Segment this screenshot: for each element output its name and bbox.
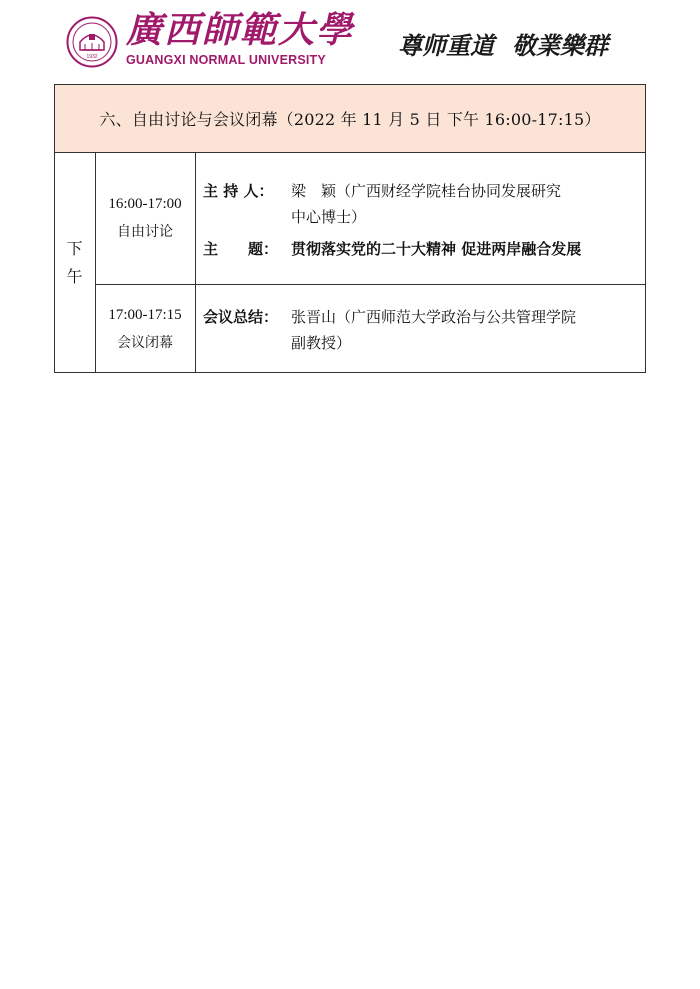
session-time-cell (95, 152, 195, 284)
session-time: 16:00-17:00 (108, 196, 182, 212)
period-char: 午 (66, 266, 83, 286)
host-name: 梁 颖（广西财经学院桂台协同发展研究 (291, 182, 562, 200)
session-activity: 会议闭幕 (117, 334, 173, 351)
motto-part: 敬業樂群 (512, 31, 608, 60)
topic-row (203, 236, 581, 262)
university-name-en: GUANGXI NORMAL UNIVERSITY (126, 53, 326, 67)
section-heading: 六、自由讨论与会议闭幕（2022 年 11 月 5 日 下午 16:00-17:15） (54, 84, 646, 152)
summary-label: 会议总结： (203, 308, 279, 326)
host-label: 主 持 人： (203, 182, 274, 200)
period-cell (54, 152, 95, 373)
summary-name-continued: 副教授） (291, 334, 352, 352)
period-char: 下 (66, 238, 83, 258)
university-motto (398, 30, 608, 62)
page-header (0, 0, 700, 80)
topic-label: 主 题： (203, 240, 279, 258)
session-activity: 自由讨论 (117, 224, 173, 240)
university-seal-logo (66, 16, 118, 68)
session-content-cell (195, 284, 646, 373)
topic-text: 贯彻落实党的二十大精神 促进两岸融合发展 (291, 240, 582, 258)
session-content-cell (195, 152, 646, 284)
motto-part: 尊师重道 (398, 31, 494, 60)
summary-name: 张晋山（广西师范大学政治与公共管理学院 (291, 308, 577, 326)
session-time-cell (95, 284, 195, 373)
university-name-cn: 廣西師範大學 (126, 9, 355, 51)
summary-row (203, 304, 576, 330)
agenda-table (54, 84, 646, 373)
host-row (203, 178, 561, 204)
host-name-continued: 中心博士） (291, 208, 367, 226)
svg-text:1932: 1932 (86, 54, 98, 60)
session-time: 17:00-17:15 (108, 306, 182, 323)
